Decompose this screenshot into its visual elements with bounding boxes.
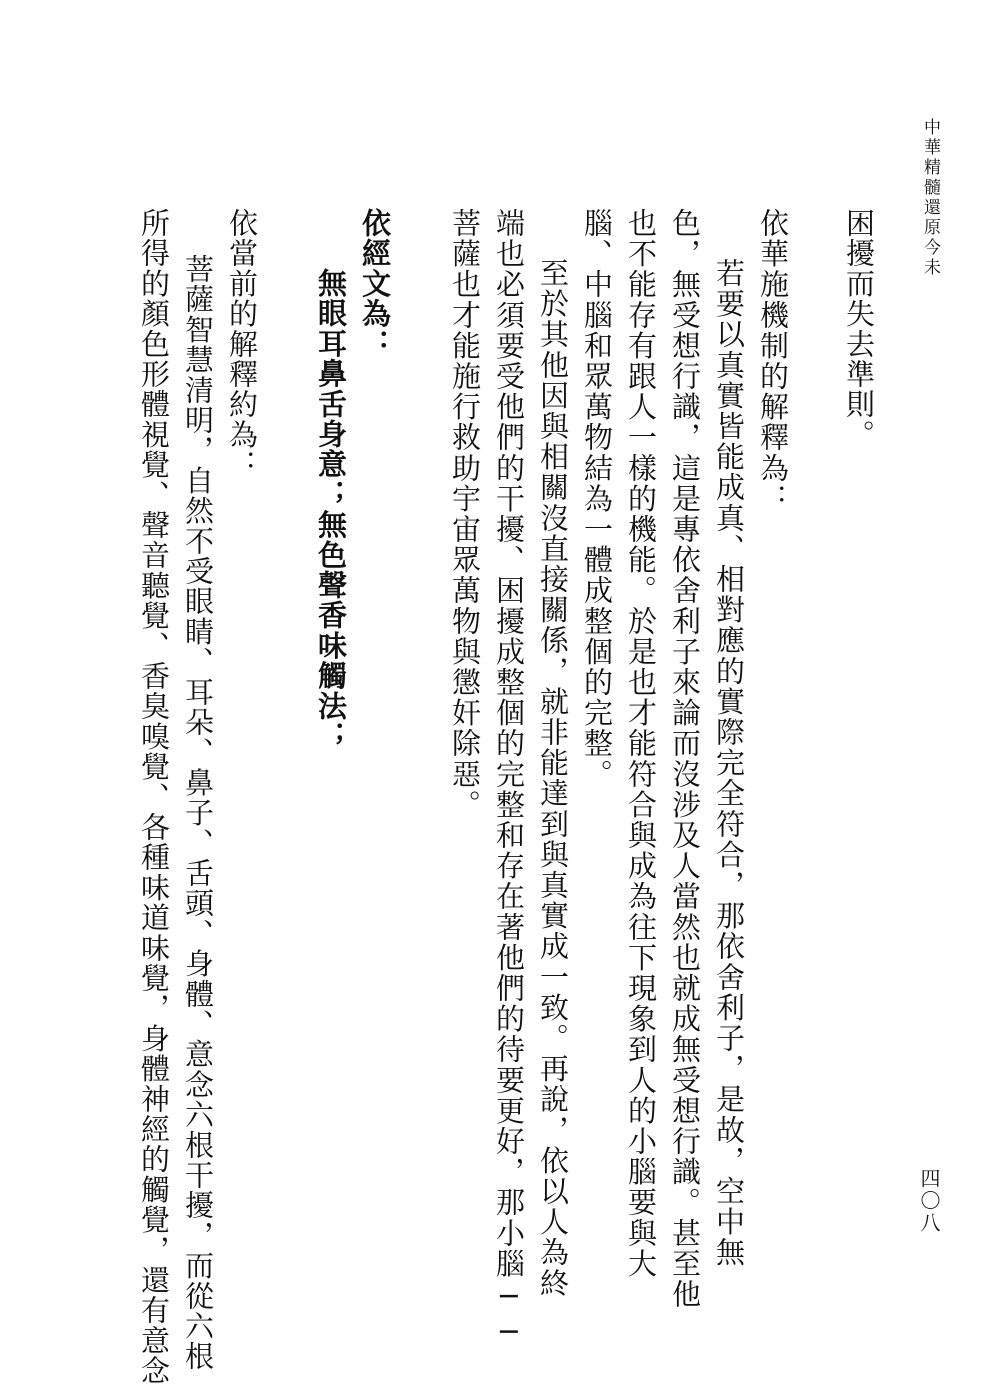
running-header: 中華精髓還原今未 [920,118,940,278]
text-column-5: 也不能存有跟人一樣的機能。於是也才能符合與成為往下現象到人的小腦要與大 [624,208,658,1279]
text-column-14: 所得的顏色形體視覺、聲音聽覺、香臭嗅覺、各種味道味覺，身體神經的觸覺，還有意念 [137,208,171,1386]
sutra-intro-heading: 依經文為： [358,208,392,359]
text-column-9: 菩薩也才能施行救助宇宙眾萬物與懲奸除惡。 [448,208,482,820]
sutra-quote: 無眼耳鼻舌身意；無色聲香味觸法； [314,268,348,752]
text-column-7: 至於其他因與相關沒直接關係，就非能達到與真實成一致。再說，依以人為終 [536,258,570,1299]
text-column-6: 腦、中腦和眾萬物結為一體成整個的完整。 [580,208,614,790]
text-column-3: 若要以真實皆能成真、相對應的實際完全符合，那依舍利子，是故，空中無 [712,258,746,1268]
text-column-4: 色，無受想行識，這是專依舍利子來論而沒涉及人當然也就成無受想行識。甚至他 [668,208,702,1310]
text-column-13: 菩薩智慧清明，自然不受眼睛、耳朵、鼻子、舌頭、身體、意念六根干擾，而從六根 [181,254,215,1372]
page-number: 四〇八 [917,1168,941,1234]
text-column-8: 端也必須要受他們的干擾、困擾成整個的完整和存在著他們的待要更好，那小腦── [492,208,526,1351]
text-column-2: 依華施機制的解釋為： [756,208,790,514]
text-column-1: 困擾而失去準則。 [842,208,876,450]
text-column-12: 依當前的解釋約為： [225,208,259,480]
